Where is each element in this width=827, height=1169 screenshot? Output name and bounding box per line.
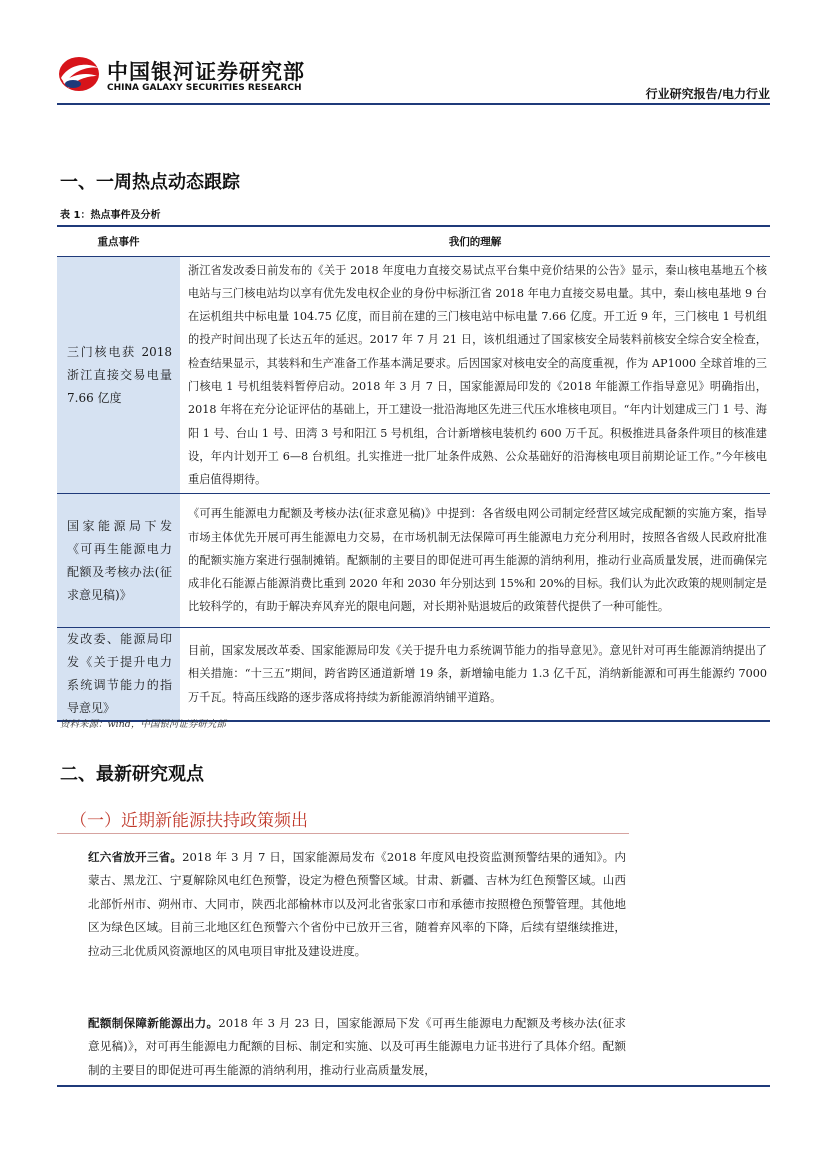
paragraph-lead: 配额制保障新能源出力。 (88, 1016, 219, 1030)
galaxy-logo-icon (57, 54, 101, 94)
table-caption: 表 1：热点事件及分析 (60, 210, 161, 221)
event-cell: 国家能源局下发《可再生能源电力配额及考核办法(征求意见稿)》 (57, 494, 180, 628)
report-category: 行业研究报告/电力行业 (645, 87, 770, 101)
section-heading-hot-events: 一、一周热点动态跟踪 (60, 172, 240, 193)
column-header-analysis: 我们的理解 (180, 226, 770, 257)
analysis-cell: 目前，国家发展改革委、国家能源局印发《关于提升电力系统调节能力的指导意见》。意见针对可再生能源消纳提出了相关措施：“十三五”期间，跨省跨区通道新增 19 条，新增输电能力 1.3 亿千瓦，消纳新能源和可再生能源约 7000 万千瓦。特高压线路的逐步落成将持续为新能源消纳铺平道路。 (180, 628, 770, 722)
body-paragraph (88, 1012, 626, 1082)
page-header (57, 54, 770, 104)
hot-events-table (57, 225, 770, 722)
brand-name-cn: 中国银河证券研究部 (107, 60, 305, 84)
event-cell: 三门核电获 2018 浙江直接交易电量 7.66 亿度 (57, 257, 180, 494)
footer-divider (57, 1085, 770, 1087)
header-divider (57, 103, 770, 105)
table-row (57, 494, 770, 628)
subsection-underline (57, 833, 629, 834)
event-cell: 发改委、能源局印发《关于提升电力系统调节能力的指导意见》 (57, 628, 180, 722)
section-heading-research-views: 二、最新研究观点 (60, 764, 204, 785)
paragraph-text: 2018 年 3 月 23 日，国家能源局下发《可再生能源电力配额及考核办法(征求意见稿)》，对可再生能源电力配额的目标、制定和实施、以及可再生能源电力证书进行了具体介绍。配额制的主要目的即促进可再生能源的消纳利用，推动行业高质量发展， (88, 1016, 626, 1077)
table-source-note: 资料来源：wind，中国银河证券研究部 (60, 719, 226, 730)
paragraph-lead: 红六省放开三省。 (88, 850, 183, 864)
table-header-row (57, 226, 770, 257)
table-row (57, 257, 770, 494)
brand-name-en: CHINA GALAXY SECURITIES RESEARCH (107, 83, 302, 93)
body-paragraph (88, 846, 626, 963)
analysis-cell: 浙江省发改委日前发布的《关于 2018 年度电力直接交易试点平台集中竞价结果的公告》显示，秦山核电基地五个核电站与三门核电站均以享有优先发电权企业的身份中标浙江省 2018 年电力直接交易电量。其中，秦山核电基地 9 台在运机组共中标电量 104.75 亿度，而目前在建的三门核电站中标电量 7.66 亿度。开工近 9 年，三门核电 1 号机组的投产时间出现了长达五年的延迟。2017 年 7 月 21 日，该机组通过了国家核安全局装料前核安全综合安全检查，检查结果显示，其装料和生产准备工作基本满足要求。后因国家对核电安全的高度重视，作为 AP1000 全球首堆的三门核电 1 号机组装料暂停启动。2018 年 3 月 7 日，国家能源局印发的《2018 年能源工作指导意见》明确指出，2018 年将在充分论证评估的基础上，开工建设一批沿海地区先进三代压水堆核电项目。“年内计划建成三门 1 号、海阳 1 号、台山 1 号、田湾 3 号和阳江 5 号机组，合计新增核电装机约 600 万千瓦。积极推进具备条件项目的核准建设，年内计划开工 6—8 台机组。扎实推进一批厂址条件成熟、公众基础好的沿海核电项目前期论证工作。”今年核电重启值得期待。 (180, 257, 770, 494)
subsection-heading: （一）近期新能源扶持政策频出 (70, 811, 308, 831)
table-row (57, 628, 770, 722)
column-header-event: 重点事件 (57, 226, 180, 257)
paragraph-text: 2018 年 3 月 7 日，国家能源局发布《2018 年度风电投资监测预警结果的通知》。内蒙古、黑龙江、宁夏解除风电红色预警，设定为橙色预警区域。甘肃、新疆、吉林为红色预警区域。山西北部忻州市、朔州市、大同市，陕西北部榆林市以及河北省张家口市和承德市按照橙色预警管理。其他地区为绿色区域。目前三北地区红色预警六个省份中已放开三省，随着弃风率的下降，后续有望继续推进，拉动三北优质风资源地区的风电项目审批及建设进度。 (88, 850, 626, 958)
analysis-cell: 《可再生能源电力配额及考核办法(征求意见稿)》中提到：各省级电网公司制定经营区域完成配额的实施方案，指导市场主体优先开展可再生能源电力交易，在市场机制无法保障可再生能源电力充分利用时，按照各省级人民政府批准的配额实施方案进行强制摊销。配额制的主要目的即促进可再生能源的消纳利用，推动行业高质量发展，进而确保完成非化石能源占能源消费比重到 2020 年和 2030 年分别达到 15%和 20%的目标。我们认为此次政策的规则制定是比较科学的，有助于解决弃风弃光的限电问题，对长期补贴退坡后的政策替代提供了一种可能性。 (180, 494, 770, 628)
